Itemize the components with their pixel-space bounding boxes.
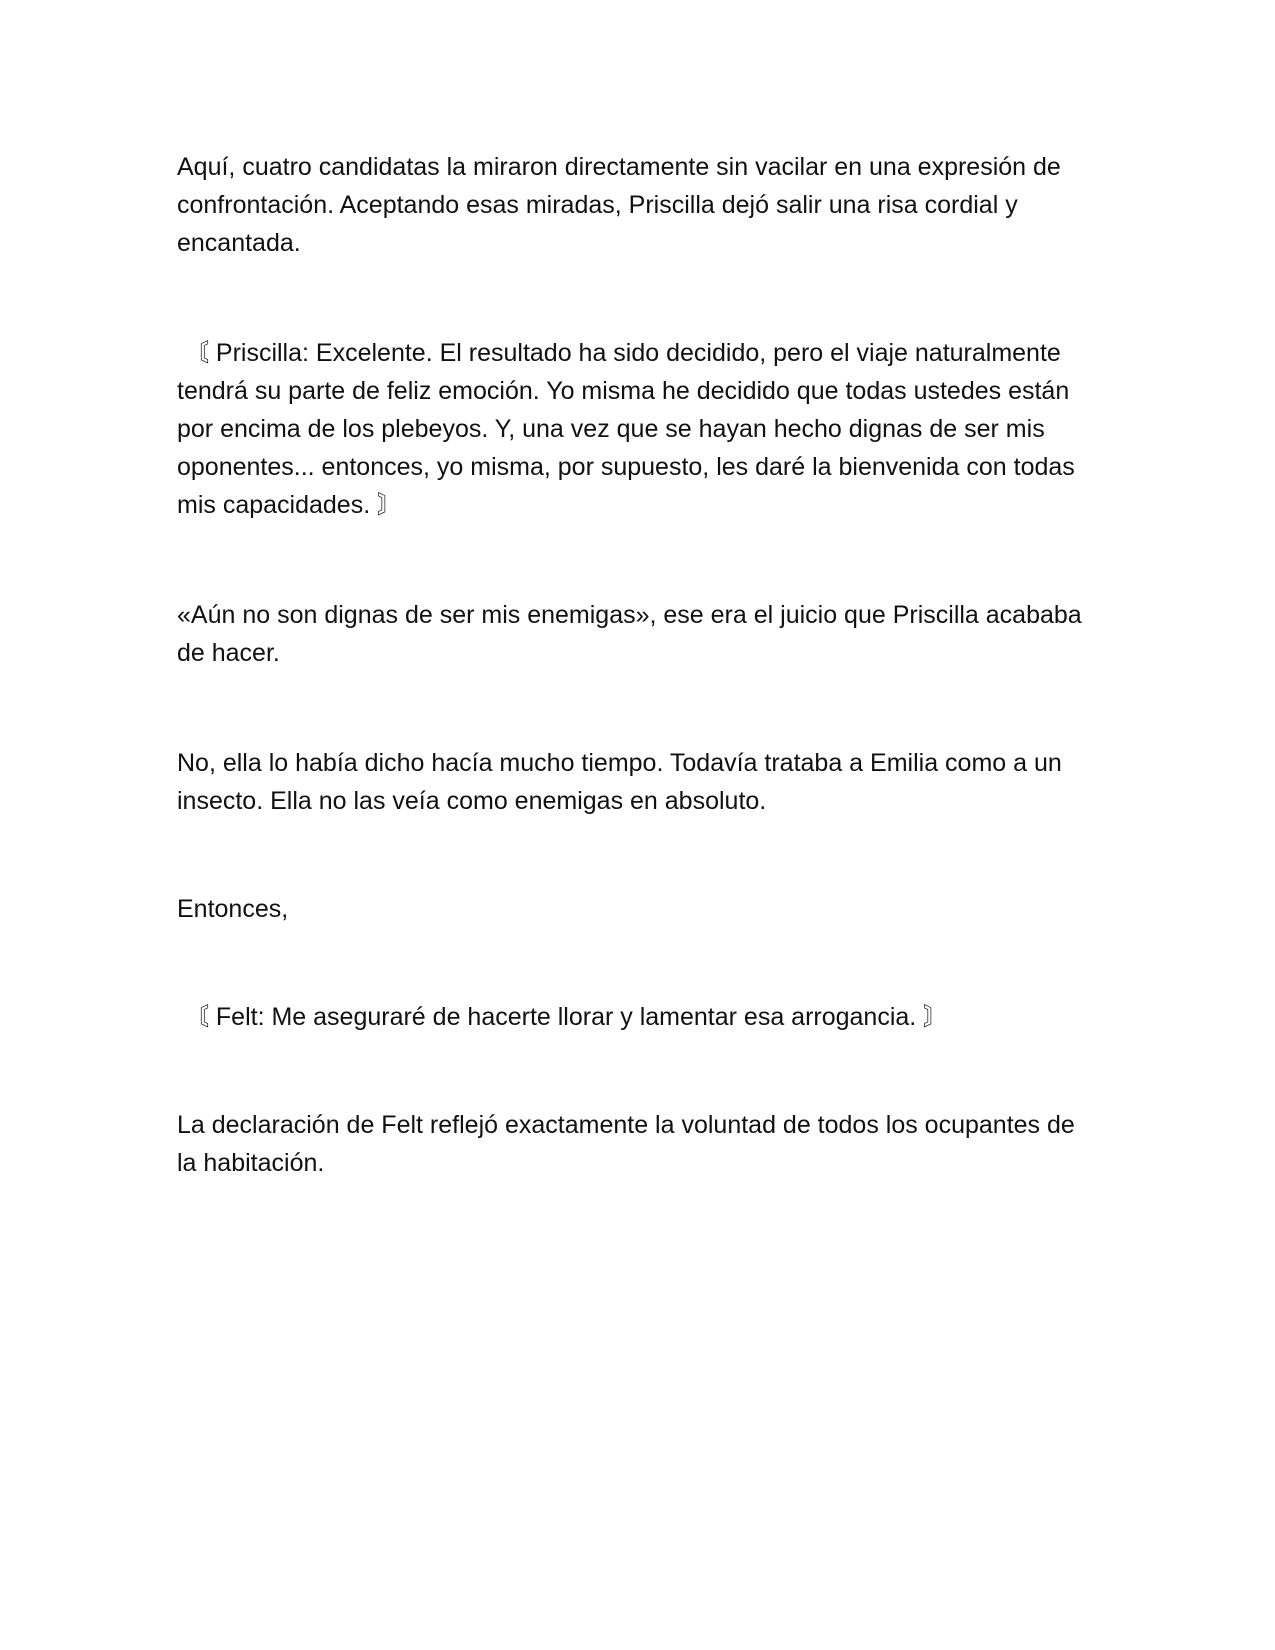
paragraph-dialogue-priscilla: 〘 Priscilla: Excelente. El resultado ha sido decidido, pero el viaje naturalmente tendrá su parte de feliz emoción. Yo misma he decidido que todas ustedes están por encima de los plebeyos. Y, una vez que se hayan hecho dignas de ser mis oponentes... entonces, yo misma, por supuesto, les daré la bienvenida con todas mis capacidades. 〙 xyxy=(177,339,1082,519)
paragraph-narration-1: Aquí, cuatro candidatas la miraron directamente sin vacilar en una expresión de confrontación. Aceptando esas miradas, Priscilla dejó salir una risa cordial y encantada. xyxy=(177,153,1068,257)
paragraph-narration-4: Entonces, xyxy=(177,895,289,923)
paragraph-dialogue-felt: 〘 Felt: Me aseguraré de hacerte llorar y lamentar esa arrogancia. 〙 xyxy=(177,1003,949,1031)
paragraph-narration-2: «Aún no son dignas de ser mis enemigas», ese era el juicio que Priscilla acababa de hacer. xyxy=(177,601,1089,667)
paragraph-narration-5: La declaración de Felt reflejó exactamente la voluntad de todos los ocupantes de la habitación. xyxy=(177,1111,1082,1177)
paragraph-narration-3: No, ella lo había dicho hacía mucho tiempo. Todavía trataba a Emilia como a un insecto. Ella no las veía como enemigas en absoluto. xyxy=(177,749,1069,815)
text-column xyxy=(177,148,1097,1182)
